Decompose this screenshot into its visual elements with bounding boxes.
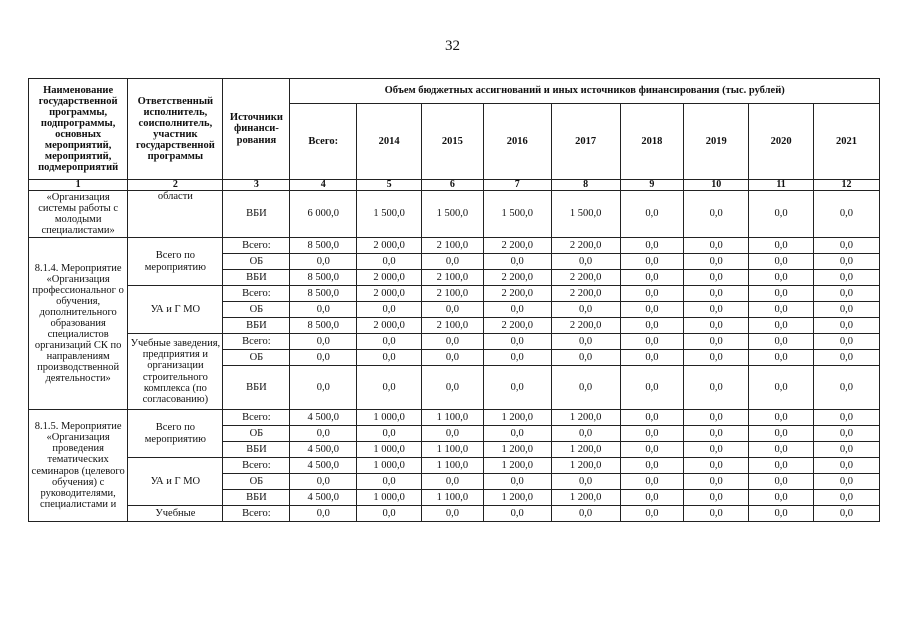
header-year: 2015 xyxy=(422,104,484,180)
year-value-cell: 0,0 xyxy=(749,426,814,442)
total-value-cell: 8 500,0 xyxy=(290,270,357,286)
year-value-cell: 0,0 xyxy=(684,238,749,254)
year-value-cell: 1 500,0 xyxy=(422,191,484,238)
year-value-cell: 0,0 xyxy=(483,366,551,410)
year-value-cell: 0,0 xyxy=(422,334,484,350)
year-value-cell: 0,0 xyxy=(620,474,684,490)
year-value-cell: 0,0 xyxy=(813,350,879,366)
year-value-cell: 0,0 xyxy=(620,286,684,302)
year-value-cell: 0,0 xyxy=(749,442,814,458)
year-value-cell: 2 200,0 xyxy=(551,270,620,286)
year-value-cell: 0,0 xyxy=(684,474,749,490)
year-value-cell: 0,0 xyxy=(483,506,551,522)
year-value-cell: 0,0 xyxy=(684,191,749,238)
year-value-cell: 0,0 xyxy=(620,254,684,270)
column-number: 4 xyxy=(290,180,357,191)
year-value-cell: 2 000,0 xyxy=(357,270,422,286)
total-value-cell: 0,0 xyxy=(290,366,357,410)
year-value-cell: 0,0 xyxy=(813,426,879,442)
year-value-cell: 0,0 xyxy=(684,490,749,506)
page-number: 32 xyxy=(445,38,460,54)
year-value-cell: 0,0 xyxy=(813,238,879,254)
table-row xyxy=(29,506,880,522)
year-value-cell: 0,0 xyxy=(483,334,551,350)
table-row xyxy=(29,458,880,474)
total-value-cell: 4 500,0 xyxy=(290,410,357,426)
year-value-cell: 1 200,0 xyxy=(551,458,620,474)
year-value-cell: 0,0 xyxy=(749,254,814,270)
header-year: 2019 xyxy=(684,104,749,180)
year-value-cell: 0,0 xyxy=(551,474,620,490)
measure-name: 8.1.5. Мероприятие «Организация проведения тематических семинаров (целевого обучения) с руководителями, специалистами и xyxy=(29,410,128,522)
year-value-cell: 2 000,0 xyxy=(357,318,422,334)
year-value-cell: 1 000,0 xyxy=(357,490,422,506)
year-value-cell: 0,0 xyxy=(749,458,814,474)
year-value-cell: 2 100,0 xyxy=(422,318,484,334)
year-value-cell: 1 200,0 xyxy=(551,490,620,506)
source-cell: Всего: xyxy=(223,238,290,254)
year-value-cell: 2 200,0 xyxy=(551,318,620,334)
source-cell: ВБИ xyxy=(223,490,290,506)
year-value-cell: 2 200,0 xyxy=(483,238,551,254)
header-year: 2016 xyxy=(483,104,551,180)
year-value-cell: 0,0 xyxy=(422,350,484,366)
executor-cell: УА и Г МО xyxy=(128,458,223,506)
year-value-cell: 0,0 xyxy=(749,286,814,302)
year-value-cell: 1 200,0 xyxy=(483,458,551,474)
year-value-cell: 0,0 xyxy=(813,254,879,270)
year-value-cell: 0,0 xyxy=(483,474,551,490)
year-value-cell: 0,0 xyxy=(357,334,422,350)
year-value-cell: 0,0 xyxy=(551,426,620,442)
year-value-cell: 0,0 xyxy=(620,366,684,410)
total-value-cell: 0,0 xyxy=(290,302,357,318)
year-value-cell: 1 200,0 xyxy=(483,442,551,458)
source-cell: Всего: xyxy=(223,286,290,302)
year-value-cell: 0,0 xyxy=(684,270,749,286)
year-value-cell: 0,0 xyxy=(357,302,422,318)
budget-table-body xyxy=(29,191,880,522)
year-value-cell: 0,0 xyxy=(551,506,620,522)
source-cell: Всего: xyxy=(223,410,290,426)
year-value-cell: 0,0 xyxy=(684,334,749,350)
year-value-cell: 0,0 xyxy=(551,254,620,270)
year-value-cell: 0,0 xyxy=(483,302,551,318)
year-value-cell: 0,0 xyxy=(422,474,484,490)
table-row xyxy=(29,334,880,350)
total-value-cell: 6 000,0 xyxy=(290,191,357,238)
year-value-cell: 0,0 xyxy=(684,254,749,270)
year-value-cell: 0,0 xyxy=(749,191,814,238)
total-value-cell: 4 500,0 xyxy=(290,458,357,474)
column-number: 1 xyxy=(29,180,128,191)
source-cell: ОБ xyxy=(223,302,290,318)
column-number: 10 xyxy=(684,180,749,191)
year-value-cell: 1 000,0 xyxy=(357,410,422,426)
year-value-cell: 0,0 xyxy=(813,286,879,302)
year-value-cell: 0,0 xyxy=(422,254,484,270)
year-value-cell: 0,0 xyxy=(749,350,814,366)
year-value-cell: 0,0 xyxy=(620,318,684,334)
column-number: 8 xyxy=(551,180,620,191)
year-value-cell: 1 500,0 xyxy=(483,191,551,238)
total-value-cell: 0,0 xyxy=(290,350,357,366)
year-value-cell: 0,0 xyxy=(684,350,749,366)
year-value-cell: 0,0 xyxy=(620,270,684,286)
source-cell: ОБ xyxy=(223,254,290,270)
year-value-cell: 0,0 xyxy=(813,366,879,410)
executor-cell: Учебные заведения, предприятия и организации строительного комплекса (по согласованию) xyxy=(128,334,223,410)
year-value-cell: 0,0 xyxy=(813,490,879,506)
source-cell: ОБ xyxy=(223,474,290,490)
year-value-cell: 0,0 xyxy=(813,410,879,426)
header-year: 2020 xyxy=(749,104,814,180)
header-year: 2021 xyxy=(813,104,879,180)
year-value-cell: 0,0 xyxy=(684,366,749,410)
year-value-cell: 0,0 xyxy=(620,506,684,522)
year-value-cell: 0,0 xyxy=(749,506,814,522)
year-value-cell: 0,0 xyxy=(551,366,620,410)
year-value-cell: 2 000,0 xyxy=(357,286,422,302)
source-cell: ОБ xyxy=(223,350,290,366)
year-value-cell: 1 200,0 xyxy=(483,490,551,506)
year-value-cell: 0,0 xyxy=(357,506,422,522)
column-number: 11 xyxy=(749,180,814,191)
year-value-cell: 2 100,0 xyxy=(422,270,484,286)
column-number: 7 xyxy=(483,180,551,191)
column-number: 9 xyxy=(620,180,684,191)
year-value-cell: 0,0 xyxy=(813,474,879,490)
year-value-cell: 0,0 xyxy=(813,334,879,350)
year-value-cell: 0,0 xyxy=(357,366,422,410)
year-value-cell: 0,0 xyxy=(749,318,814,334)
source-cell: ВБИ xyxy=(223,366,290,410)
year-value-cell: 0,0 xyxy=(813,270,879,286)
source-cell: Всего: xyxy=(223,458,290,474)
year-value-cell: 0,0 xyxy=(749,302,814,318)
year-value-cell: 0,0 xyxy=(813,442,879,458)
year-value-cell: 2 000,0 xyxy=(357,238,422,254)
year-value-cell: 2 200,0 xyxy=(483,286,551,302)
source-cell: Всего: xyxy=(223,334,290,350)
year-value-cell: 0,0 xyxy=(684,302,749,318)
year-value-cell: 1 200,0 xyxy=(551,410,620,426)
source-cell: Всего: xyxy=(223,506,290,522)
total-value-cell: 4 500,0 xyxy=(290,442,357,458)
total-value-cell: 0,0 xyxy=(290,334,357,350)
year-value-cell: 1 100,0 xyxy=(422,410,484,426)
executor-cell: УА и Г МО xyxy=(128,286,223,334)
year-value-cell: 0,0 xyxy=(620,334,684,350)
total-value-cell: 4 500,0 xyxy=(290,490,357,506)
header-year: 2018 xyxy=(620,104,684,180)
column-number-row xyxy=(29,180,880,191)
year-value-cell: 0,0 xyxy=(551,302,620,318)
year-value-cell: 0,0 xyxy=(684,458,749,474)
table-row xyxy=(29,410,880,426)
year-value-cell: 0,0 xyxy=(749,366,814,410)
year-value-cell: 0,0 xyxy=(813,506,879,522)
year-value-cell: 0,0 xyxy=(749,238,814,254)
table-row xyxy=(29,238,880,254)
year-value-cell: 2 100,0 xyxy=(422,238,484,254)
year-value-cell: 1 500,0 xyxy=(551,191,620,238)
year-value-cell: 0,0 xyxy=(749,334,814,350)
header-name: Наименование государственной программы, подпрограммы, основных мероприятий, мероприятий, подмероприятий xyxy=(29,79,128,180)
year-value-cell: 0,0 xyxy=(422,426,484,442)
column-number: 6 xyxy=(422,180,484,191)
measure-name: «Организация системы работы с молодыми специалистами» xyxy=(29,191,128,238)
year-value-cell: 1 500,0 xyxy=(357,191,422,238)
total-value-cell: 8 500,0 xyxy=(290,286,357,302)
executor-cell: Всего по мероприятию xyxy=(128,238,223,286)
year-value-cell: 0,0 xyxy=(357,254,422,270)
year-value-cell: 0,0 xyxy=(551,334,620,350)
column-number: 5 xyxy=(357,180,422,191)
source-cell: ВБИ xyxy=(223,270,290,286)
table-row xyxy=(29,191,880,238)
year-value-cell: 2 200,0 xyxy=(483,270,551,286)
year-value-cell: 0,0 xyxy=(813,458,879,474)
year-value-cell: 0,0 xyxy=(813,302,879,318)
source-cell: ВБИ xyxy=(223,191,290,238)
header-sources: Источники финанси-рования xyxy=(223,79,290,180)
year-value-cell: 0,0 xyxy=(620,426,684,442)
year-value-cell: 1 100,0 xyxy=(422,458,484,474)
year-value-cell: 0,0 xyxy=(357,474,422,490)
year-value-cell: 0,0 xyxy=(483,426,551,442)
header-year: 2017 xyxy=(551,104,620,180)
executor-cell: Всего по мероприятию xyxy=(128,410,223,458)
year-value-cell: 0,0 xyxy=(749,270,814,286)
source-cell: ВБИ xyxy=(223,442,290,458)
year-value-cell: 0,0 xyxy=(684,506,749,522)
year-value-cell: 0,0 xyxy=(620,410,684,426)
year-value-cell: 2 100,0 xyxy=(422,286,484,302)
header-year: 2014 xyxy=(357,104,422,180)
year-value-cell: 0,0 xyxy=(483,254,551,270)
year-value-cell: 0,0 xyxy=(422,302,484,318)
year-value-cell: 1 100,0 xyxy=(422,490,484,506)
measure-name: 8.1.4. Мероприятие «Организация профессиональног о обучения, дополнительного образования специалистов организаций СК по направлениям производственной деятельности» xyxy=(29,238,128,410)
header-executor: Ответственный исполнитель, соисполнитель, участник государственной программы xyxy=(128,79,223,180)
total-value-cell: 8 500,0 xyxy=(290,238,357,254)
year-value-cell: 2 200,0 xyxy=(551,238,620,254)
year-value-cell: 0,0 xyxy=(813,318,879,334)
source-cell: ВБИ xyxy=(223,318,290,334)
table-row xyxy=(29,286,880,302)
year-value-cell: 0,0 xyxy=(813,191,879,238)
executor-cell: Учебные xyxy=(128,506,223,522)
year-value-cell: 0,0 xyxy=(684,426,749,442)
year-value-cell: 2 200,0 xyxy=(551,286,620,302)
total-value-cell: 0,0 xyxy=(290,254,357,270)
year-value-cell: 0,0 xyxy=(620,191,684,238)
column-number: 12 xyxy=(813,180,879,191)
year-value-cell: 0,0 xyxy=(684,286,749,302)
year-value-cell: 0,0 xyxy=(620,490,684,506)
year-value-cell: 0,0 xyxy=(620,442,684,458)
year-value-cell: 1 200,0 xyxy=(483,410,551,426)
year-value-cell: 1 000,0 xyxy=(357,458,422,474)
year-value-cell: 0,0 xyxy=(749,490,814,506)
year-value-cell: 0,0 xyxy=(620,238,684,254)
year-value-cell: 0,0 xyxy=(422,366,484,410)
year-value-cell: 0,0 xyxy=(684,318,749,334)
total-value-cell: 0,0 xyxy=(290,426,357,442)
year-value-cell: 0,0 xyxy=(551,350,620,366)
column-number: 3 xyxy=(223,180,290,191)
year-value-cell: 0,0 xyxy=(483,350,551,366)
year-value-cell: 0,0 xyxy=(684,410,749,426)
year-value-cell: 0,0 xyxy=(620,350,684,366)
budget-table xyxy=(28,78,880,522)
header-budget-title: Объем бюджетных ассигнований и иных источников финансирования (тыс. рублей) xyxy=(290,79,880,104)
year-value-cell: 2 200,0 xyxy=(483,318,551,334)
year-value-cell: 0,0 xyxy=(357,426,422,442)
year-value-cell: 1 200,0 xyxy=(551,442,620,458)
year-value-cell: 1 000,0 xyxy=(357,442,422,458)
year-value-cell: 0,0 xyxy=(357,350,422,366)
year-value-cell: 0,0 xyxy=(749,474,814,490)
year-value-cell: 0,0 xyxy=(422,506,484,522)
executor-cell: области xyxy=(128,191,223,238)
year-value-cell: 0,0 xyxy=(620,302,684,318)
year-value-cell: 0,0 xyxy=(620,458,684,474)
year-value-cell: 0,0 xyxy=(749,410,814,426)
year-value-cell: 1 100,0 xyxy=(422,442,484,458)
year-value-cell: 0,0 xyxy=(684,442,749,458)
header-total: Всего: xyxy=(290,104,357,180)
source-cell: ОБ xyxy=(223,426,290,442)
total-value-cell: 8 500,0 xyxy=(290,318,357,334)
total-value-cell: 0,0 xyxy=(290,474,357,490)
column-number: 2 xyxy=(128,180,223,191)
total-value-cell: 0,0 xyxy=(290,506,357,522)
